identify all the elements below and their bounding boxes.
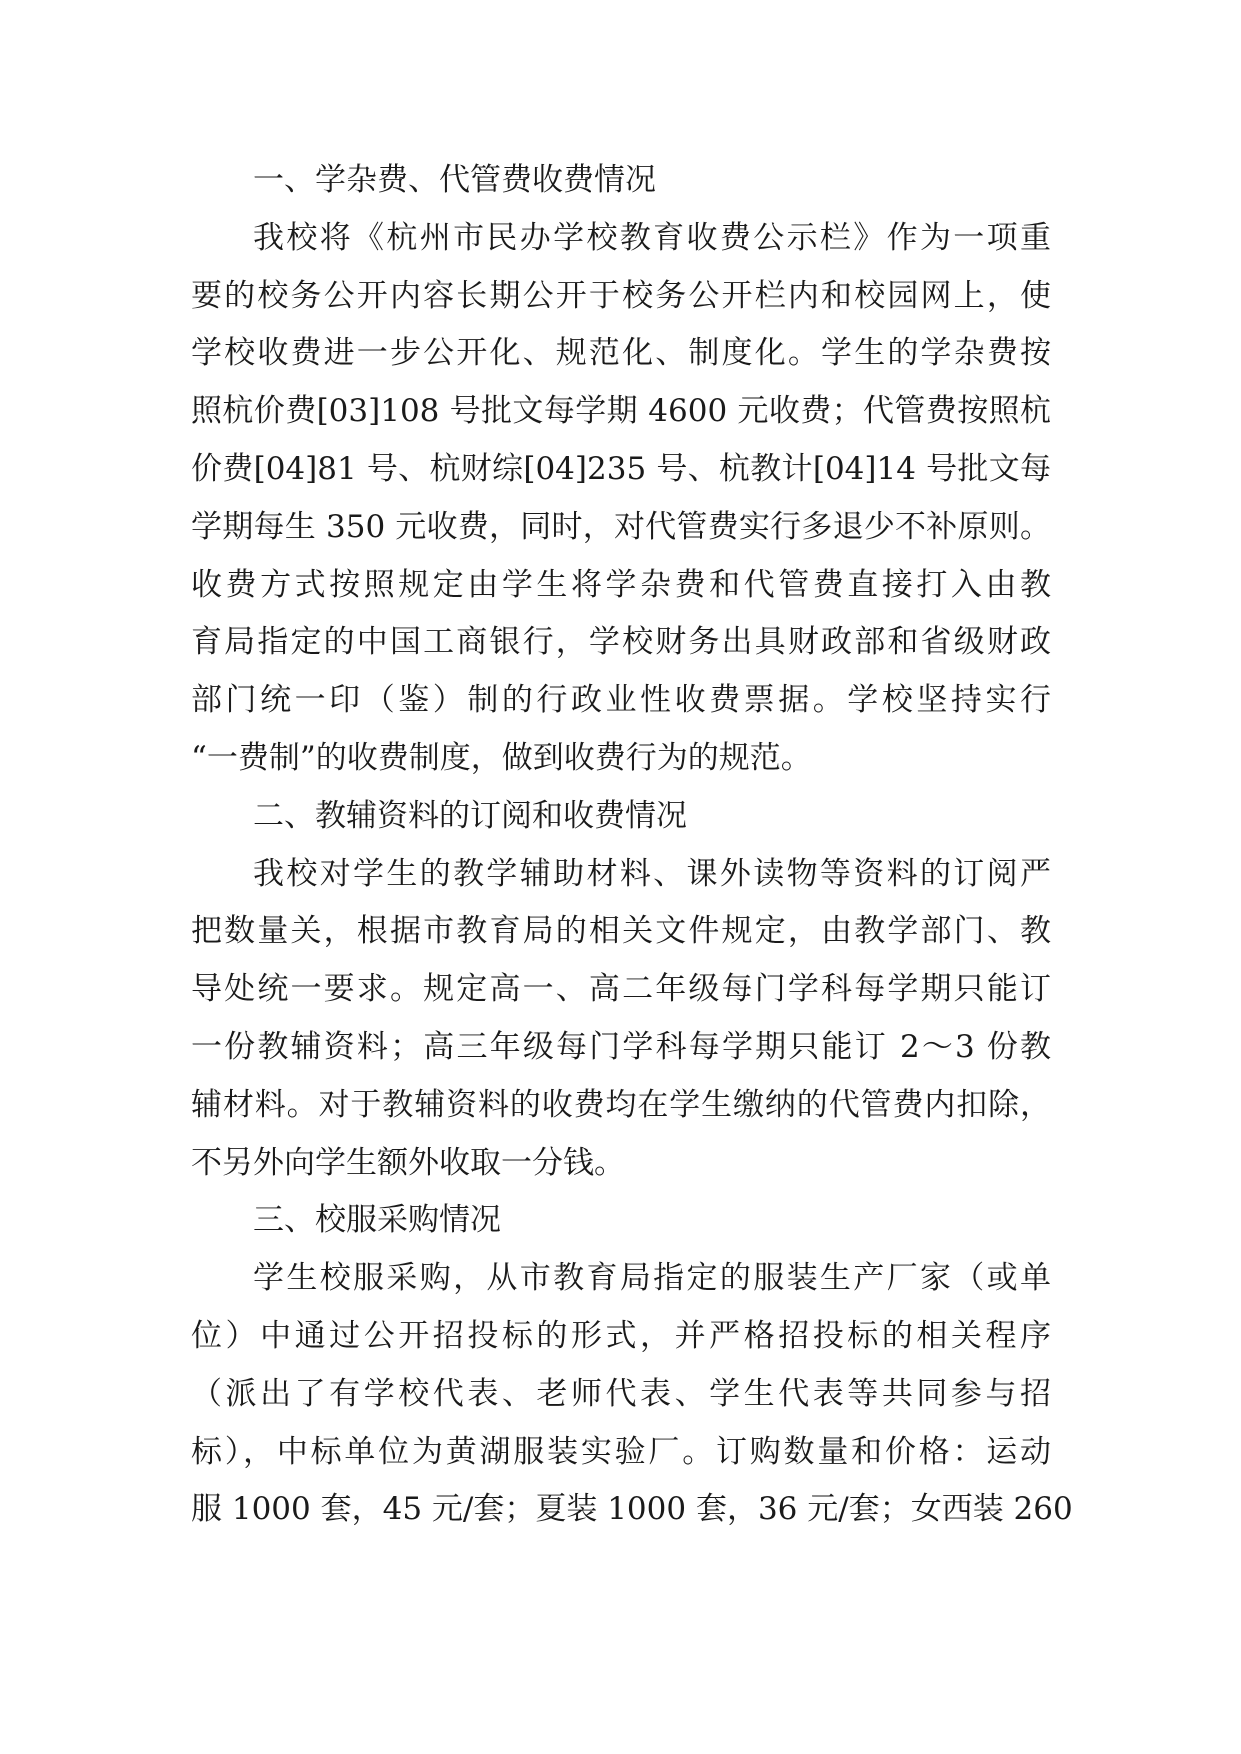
paragraph-line: 学校收费进一步公开化、规范化、制度化。学生的学杂费按 [191,335,1051,372]
paragraph-line: 把数量关，根据市教育局的相关文件规定，由教学部门、教 [191,913,1051,950]
section-heading-3: 三、校服采购情况 [253,1202,501,1239]
paragraph-line: 学期每生 350 元收费，同时，对代管费实行多退少不补原则。 [191,508,1051,545]
document-body [191,152,1073,1539]
paragraph-line: 导处统一要求。规定高一、高二年级每门学科每学期只能订 [191,971,1051,1008]
paragraph-line: 照杭价费[03]108 号批文每学期 4600 元收费；代管费按照杭 [191,393,1051,430]
paragraph-line: 服 1000 套，45 元/套；夏装 1000 套，36 元/套；女西装 260 [191,1491,1073,1528]
paragraph-line: 部门统一印（鉴）制的行政业性收费票据。学校坚持实行 [191,682,1051,719]
paragraph-line: 不另外向学生额外收取一分钱。 [191,1144,625,1181]
paragraph-line: 我校对学生的教学辅助材料、课外读物等资料的订阅严 [253,855,1051,892]
paragraph-line: 标），中标单位为黄湖服装实验厂。订购数量和价格：运动 [191,1433,1051,1470]
paragraph-line: 收费方式按照规定由学生将学杂费和代管费直接打入由教 [191,566,1051,603]
paragraph-line: 要的校务公开内容长期公开于校务公开栏内和校园网上，使 [191,277,1051,314]
paragraph-line: 一份教辅资料；高三年级每门学科每学期只能订 2～3 份教 [191,1028,1051,1065]
paragraph-line: 价费[04]81 号、杭财综[04]235 号、杭教计[04]14 号批文每 [191,450,1051,487]
section-heading-1: 一、学杂费、代管费收费情况 [253,162,656,198]
paragraph-line: 位）中通过公开招投标的形式，并严格招投标的相关程序 [191,1317,1051,1354]
paragraph-line: （派出了有学校代表、老师代表、学生代表等共同参与招 [191,1375,1051,1412]
paragraph-line: “一费制”的收费制度，做到收费行为的规范。 [191,739,812,776]
paragraph-line: 育局指定的中国工商银行，学校财务出具财政部和省级财政 [191,624,1051,661]
paragraph-line: 我校将《杭州市民办学校教育收费公示栏》作为一项重 [253,219,1051,256]
paragraph-line: 学生校服采购，从市教育局指定的服装生产厂家（或单 [253,1260,1051,1297]
section-heading-2: 二、教辅资料的订阅和收费情况 [253,797,687,834]
paragraph-line: 辅材料。对于教辅资料的收费均在学生缴纳的代管费内扣除， [191,1086,1051,1123]
